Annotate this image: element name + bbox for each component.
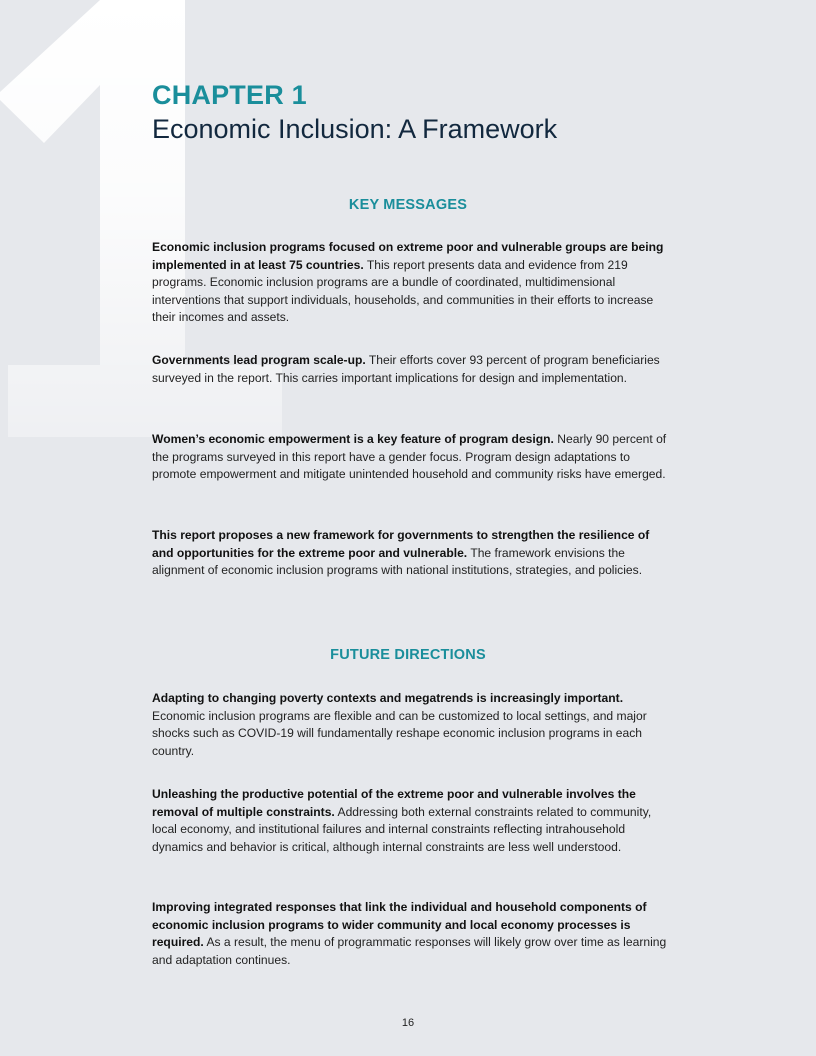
page-number: 16 xyxy=(401,1017,415,1029)
future-direction-body: Economic inclusion programs are flexible and can be customized to local settings, and major shocks such as COVID-19 will fundamentally reshape economic inclusion programs in each country. xyxy=(152,708,647,758)
future-direction-lead: Adapting to changing poverty contexts and megatrends is increasingly important. xyxy=(152,691,624,705)
key-message-body: The framework envisions the alignment of economic inclusion programs with national institutions, strategies, and policies. xyxy=(152,545,643,577)
key-message-lead: Economic inclusion programs focused on extreme poor and vulnerable groups are being implemented in at least 75 countries. xyxy=(152,240,664,272)
key-message-lead: This report proposes a new framework for governments to strengthen the resilience of and opportunities for the extreme poor and vulnerable. xyxy=(152,528,650,560)
future-direction-body: Addressing both external constraints related to community, local economy, and institutional failures and internal constraints reflecting intrahousehold dynamics and behavior is critical, although internal constraints are less well understood. xyxy=(152,804,652,854)
chapter-label: CHAPTER 1 xyxy=(152,80,307,110)
chapter-title: Economic Inclusion: A Framework xyxy=(152,114,558,144)
key-message-lead: Governments lead program scale-up. xyxy=(152,353,366,367)
future-direction-paragraph xyxy=(152,899,668,969)
key-message-paragraph xyxy=(152,527,668,580)
future-direction-paragraph xyxy=(152,690,668,760)
future-direction-lead: Improving integrated responses that link the individual and household components of economic inclusion programs to wider community and local economy processes is required. xyxy=(152,900,647,949)
key-message-body: This report presents data and evidence from 219 programs. Economic inclusion programs are a bundle of coordinated, multidimensional interventions that support individuals, households, and communities in their efforts to increase their incomes and assets. xyxy=(152,257,654,324)
key-messages-heading: KEY MESSAGES xyxy=(348,197,468,213)
future-direction-lead: Unleashing the productive potential of the extreme poor and vulnerable involves the removal of multiple constraints. xyxy=(152,787,636,819)
future-direction-paragraph xyxy=(152,786,668,856)
key-message-paragraph xyxy=(152,431,668,484)
key-message-paragraph xyxy=(152,239,668,327)
future-direction-body: As a result, the menu of programmatic responses will likely grow over time as learning and adaptation continues. xyxy=(152,935,667,967)
key-message-paragraph xyxy=(152,352,668,387)
key-message-lead: Women’s economic empowerment is a key feature of program design. xyxy=(152,432,554,446)
key-message-body: Their efforts cover 93 percent of program beneficiaries surveyed in the report. This carries important implications for design and implementation. xyxy=(152,353,660,385)
key-message-body: Nearly 90 percent of the programs surveyed in this report have a gender focus. Program design adaptations to promote empowerment and mitigate unintended household and community risks have emerged. xyxy=(152,432,667,481)
future-directions-heading: FUTURE DIRECTIONS xyxy=(330,647,486,663)
